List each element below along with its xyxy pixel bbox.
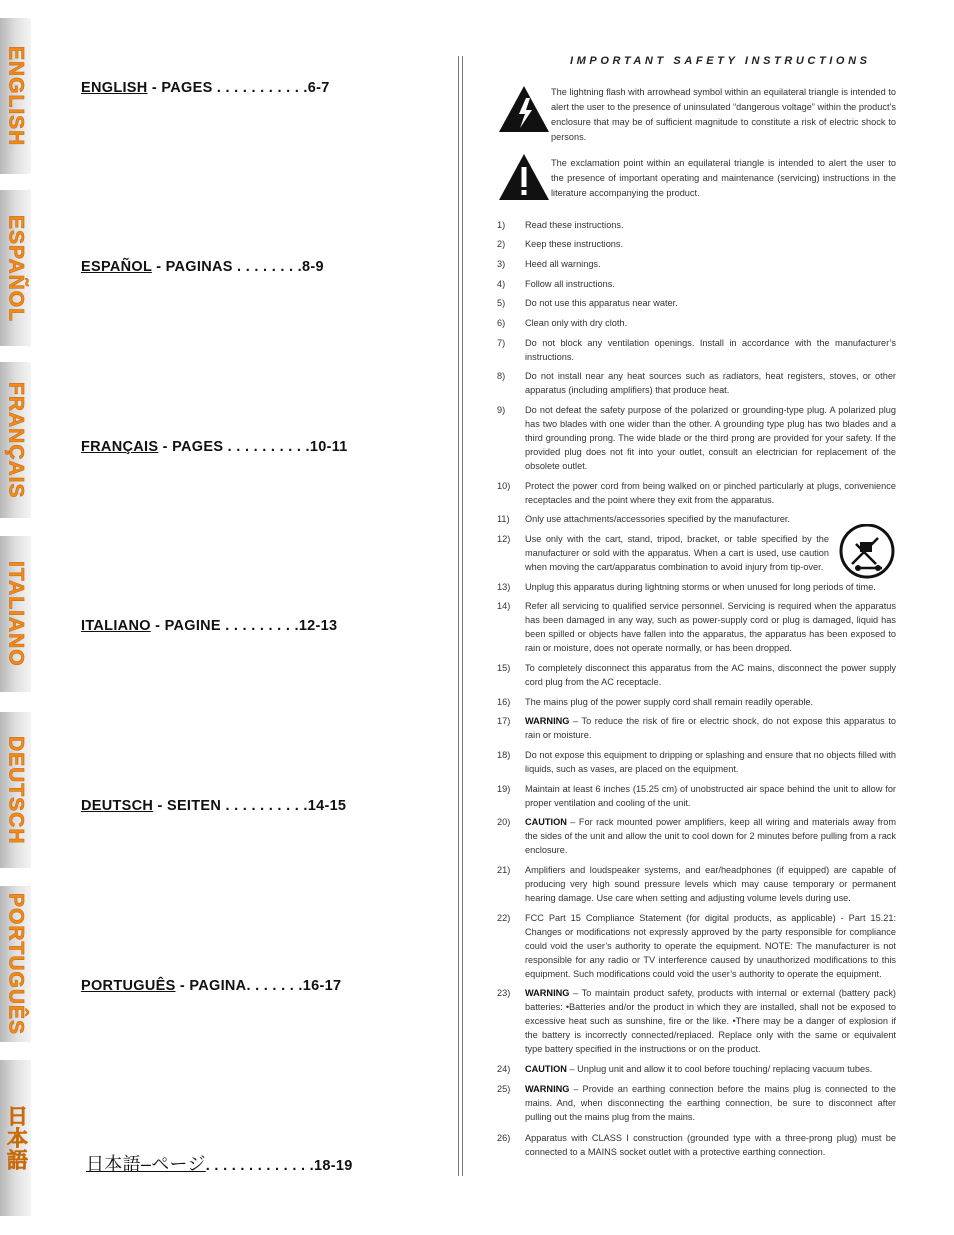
exclamation-symbol-text: The exclamation point within an equilateral triangle is intended to alert the user to the presence of important operating and maintenance (servicing) instructions in the literature accompanying the product. [551,158,896,198]
item-number: 10) [497,481,511,491]
item-number: 24) [497,1064,511,1074]
item-number: 21) [497,865,511,875]
item-number: 3) [497,259,506,269]
item-number: 12) [497,534,511,544]
tab-label: PORTUGUÊS [4,892,28,1035]
item-number: 8) [497,371,506,381]
item-text: Unplug this apparatus during lightning storms or when unused for long periods of time. [525,582,876,592]
toc-pages: . . . . . . . . . . . . .18-19 [205,1158,353,1174]
toc-lang[interactable]: DEUTSCH [81,798,154,814]
item-text: To completely disconnect this apparatus from the AC mains, disconnect the power supply cord plug from the AC receptacle. [525,663,896,687]
item-text: Amplifiers and loudspeaker systems, and ear/headphones (if equipped) are capable of producing very high sound pressure levels which may cause temporary or permanent hearing damage. Use care when setting and adjusting volume levels during use. [525,865,896,903]
tab-label: ESPAÑOL [4,214,28,322]
toc-japanese[interactable] [86,1150,353,1176]
item-number: 4) [497,279,506,289]
item-number: 16) [497,697,511,707]
toc-francais[interactable] [81,439,348,455]
toc-english[interactable] [81,80,330,96]
toc-lang[interactable]: ITALIANO [81,618,151,634]
item-text: Do not defeat the safety purpose of the polarized or grounding-type plug. A polarized plug has two blades with one wider than the other. A grounding type plug has two blades and a third grounding prong. The wide blade or the third prong are provided for your safety. If the provided plug does not fit into your outlet, consult an electrician for replacement of the obsolete outlet. [525,405,896,471]
safety-heading: IMPORTANT SAFETY INSTRUCTIONS [570,55,871,67]
toc-pages: - PAGES . . . . . . . . . .10-11 [158,439,348,455]
item-bold: CAUTION [525,1064,567,1074]
item-number: 1) [497,220,506,230]
tab-english[interactable] [0,18,31,174]
toc-lang[interactable]: PORTUGUÊS [81,978,176,994]
toc-deutsch[interactable] [81,798,346,814]
toc-espanol[interactable] [81,259,324,275]
item-text: Keep these instructions. [525,239,624,249]
item-number: 23) [497,988,511,998]
item-number: 14) [497,601,511,611]
item-text: Protect the power cord from being walked on or pinched particularly at plugs, convenience receptacles and the point where they exit from the apparatus. [525,481,896,505]
item-text: Maintain at least 6 inches (15.25 cm) of unobstructed air space behind the unit to allow for proper ventilation and cooling of the unit. [525,784,896,808]
item-number: 13) [497,582,511,592]
lightning-symbol-text: The lightning flash with arrowhead symbol within an equilateral triangle is intended to alert the user to the presence of uninsulated “dangerous voltage” within the product’s enclosure that may be of sufficient magnitude to constitute a risk of electric shock to persons. [551,87,896,142]
item-number: 22) [497,913,511,923]
item-number: 5) [497,298,506,308]
toc-pages: - PAGINAS . . . . . . . .8-9 [151,259,324,275]
item-bold: WARNING [525,988,570,998]
cart-warning-icon [838,524,896,579]
column-divider [458,56,463,1176]
item-text: Do not expose this equipment to dripping or splashing and ensure that no objects filled with liquids, such as vases, are placed on the equipment. [525,750,896,774]
tab-japanese[interactable] [0,1060,31,1216]
toc-pages: - PAGINA. . . . . . .16-17 [175,978,342,994]
item-text: Refer all servicing to qualified service personnel. Servicing is required when the apparatus has been damaged in any way, such as power-supply cord or plug is damaged, liquid has been spilled or objects have fallen into the apparatus, the apparatus has been exposed to rain or moisture, does not operate normally, or has been dropped. [525,601,896,653]
item-text: Only use attachments/accessories specified by the manufacturer. [525,514,791,524]
tab-label: ITALIANO [4,561,28,667]
item-number: 9) [497,405,506,415]
item-text: Do not use this apparatus near water. [525,298,678,308]
toc-italiano[interactable] [81,618,337,634]
item-bold: CAUTION [525,817,567,827]
item-text: Do not install near any heat sources such as radiators, heat registers, stoves, or other apparatus (including amplifiers) that produce heat. [525,371,896,395]
tab-label: DEUTSCH [4,735,28,845]
item-number: 6) [497,318,506,328]
item-number: 17) [497,716,511,726]
item-text: – For rack mounted power amplifiers, keep all wiring and materials away from the sides of the unit and allow the unit to cool down for 2 minutes before pulling from a rack enclosure. [525,817,896,855]
toc-lang[interactable]: ENGLISH [81,80,148,96]
tab-italiano[interactable] [0,536,31,692]
item-text: Apparatus with CLASS I construction (grounded type with a three-prong plug) must be connected to a MAINS socket outlet with a protective earthing connection. [525,1133,896,1157]
item-text: – Unplug unit and allow it to cool before touching/ replacing vacuum tubes. [566,1064,873,1074]
item-text: FCC Part 15 Compliance Statement (for digital products, as applicable) - Part 15.21: Changes or modifications not expressly approved by the party responsible for compliance could void the user’s authority to operate the equipment. NOTE: The manufacturer is not responsible for any radio or TV interference caused by unauthorized modifications to this equipment. Such modifications could void the user’s authority to operate the equipment. [525,913,896,979]
tab-espanol[interactable] [0,190,31,346]
tab-label: 日本語 [4,1105,28,1171]
item-text: Use only with the cart, stand, tripod, bracket, or table specified by the manufacturer or sold with the apparatus. When a cart is used, use caution when moving the cart/apparatus combination to avoid injury from tip-over. [525,534,829,572]
item-number: 2) [497,239,506,249]
item-text: – To reduce the risk of fire or electric shock, do not expose this apparatus to rain or moisture. [525,716,896,740]
item-number: 19) [497,784,511,794]
toc-lang[interactable]: 日本語–ページ [86,1154,206,1174]
toc-pages: - PAGES . . . . . . . . . . .6-7 [147,80,330,96]
item-number: 11) [497,514,510,524]
item-text: Read these instructions. [525,220,624,230]
tab-deutsch[interactable] [0,712,31,868]
item-number: 25) [497,1084,511,1094]
tab-portugues[interactable] [0,886,31,1042]
tab-label: ENGLISH [4,45,28,147]
tab-francais[interactable] [0,362,31,518]
item-number: 18) [497,750,511,760]
tab-label: FRANÇAIS [4,381,28,499]
item-text: – Provide an earthing connection before the mains plug is connected to the mains. And, when disconnecting the earthing connection, be sure to disconnect after pulling out the mains plug from the mains. [525,1084,896,1122]
item-number: 15) [497,663,511,673]
toc-lang[interactable]: FRANÇAIS [81,439,159,455]
toc-pages: - PAGINE . . . . . . . . .12-13 [150,618,338,634]
item-number: 20) [497,817,511,827]
item-text: Clean only with dry cloth. [525,318,628,328]
lightning-warning-icon [497,84,551,134]
item-text: The mains plug of the power supply cord shall remain readily operable. [525,697,814,707]
item-bold: WARNING [525,1084,570,1094]
item-text: Follow all instructions. [525,279,615,289]
toc-pages: - SEITEN . . . . . . . . . .14-15 [153,798,347,814]
item-text: – To maintain product safety, products with internal or external (battery pack) batteries: •Batteries and/or the product in which they are installed, shall not be exposed to excessive heat such as sunshine, fire or the like. •There may be a danger of explosion if the battery is incorrectly connected/replaced. Replace only with the same or equivalent type battery specified in the instructions or on the product. [525,988,896,1054]
item-bold: WARNING [525,716,570,726]
item-number: 7) [497,338,506,348]
toc-portugues[interactable] [81,978,341,994]
item-number: 26) [497,1133,511,1143]
toc-lang[interactable]: ESPAÑOL [81,259,152,275]
item-text: Heed all warnings. [525,259,601,269]
item-text: Do not block any ventilation openings. Install in accordance with the manufacturer’s instructions. [525,338,896,362]
exclamation-warning-icon [497,152,551,202]
